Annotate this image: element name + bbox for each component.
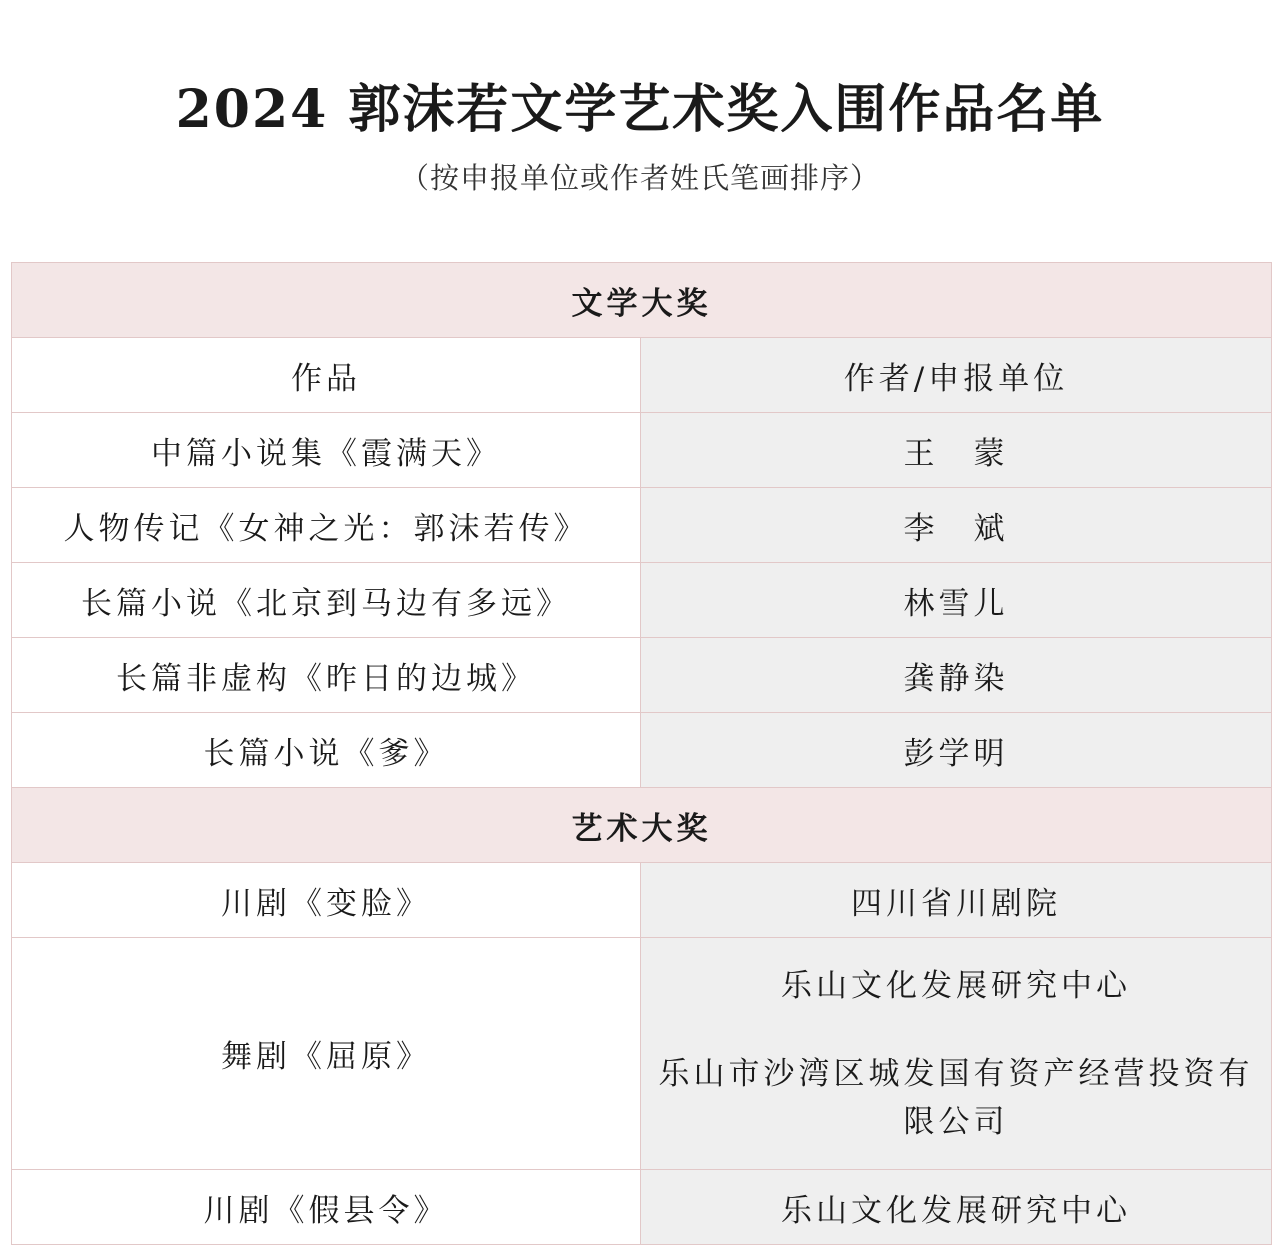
header-row [12,338,1272,413]
table-row [12,488,1272,563]
page-title: 2024 郭沫若文学艺术奖入围作品名单 [175,79,1105,140]
spacer [647,1010,1265,1050]
author-cell: 乐山文化发展研究中心 [641,1170,1272,1245]
section-row-art [12,788,1272,863]
author-cell: 林雪儿 [641,563,1272,638]
section-row-literature [12,263,1272,338]
table-row [12,413,1272,488]
author-line: 乐山文化发展研究中心 [781,967,1131,1004]
author-cell: 四川省川剧院 [641,863,1272,938]
table-row [12,638,1272,713]
column-header-author: 作者/申报单位 [641,338,1272,413]
work-cell: 长篇小说《爹》 [12,713,641,788]
table-row [12,563,1272,638]
work-cell: 长篇小说《北京到马边有多远》 [12,563,641,638]
table-row [12,863,1272,938]
author-line: 乐山市沙湾区城发国有资产经营投资有 [658,1055,1254,1092]
section-heading-art: 艺术大奖 [12,788,1272,863]
author-cell: 王 蒙 [641,413,1272,488]
author-cell: 彭学明 [641,713,1272,788]
work-cell: 舞剧《屈原》 [12,938,641,1170]
work-cell: 人物传记《女神之光：郭沫若传》 [12,488,641,563]
work-cell: 长篇非虚构《昨日的边城》 [12,638,641,713]
table-row [12,1170,1272,1245]
nominees-table [11,262,1272,1245]
work-cell: 中篇小说集《霞满天》 [12,413,641,488]
work-cell: 川剧《变脸》 [12,863,641,938]
table-row [12,713,1272,788]
section-heading-literature: 文学大奖 [12,263,1272,338]
work-cell: 川剧《假县令》 [12,1170,641,1245]
column-header-work: 作品 [12,338,641,413]
author-cell: 李 斌 [641,488,1272,563]
author-cell: 龚静染 [641,638,1272,713]
page-subtitle: （按申报单位或作者姓氏笔画排序） [399,161,880,195]
author-cell [641,938,1272,1170]
table-row [12,938,1272,1170]
author-line: 限公司 [903,1103,1009,1140]
